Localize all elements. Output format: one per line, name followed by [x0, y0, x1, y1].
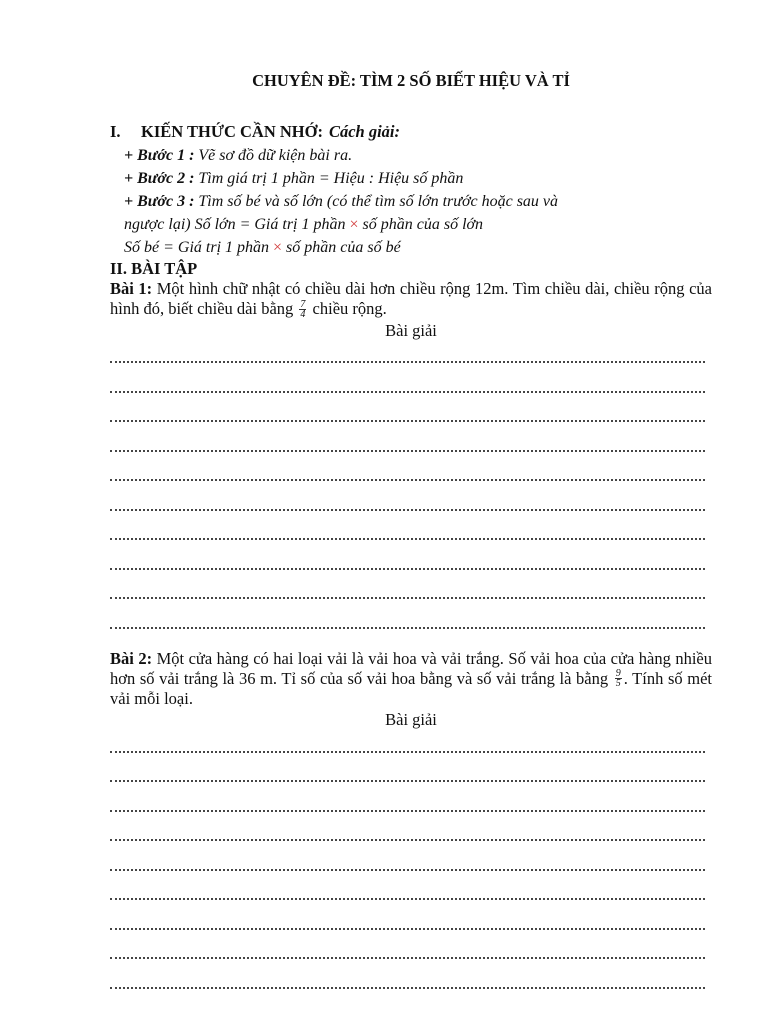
answer-line[interactable] — [110, 519, 712, 549]
step-3-label: + Bước 3 : — [124, 193, 195, 210]
exercise-1-label: Bài 1: — [110, 279, 153, 298]
answer-area-1[interactable] — [110, 342, 712, 637]
answer-line[interactable] — [110, 761, 712, 791]
answer-line[interactable] — [110, 607, 712, 637]
section-2-heading: II. BÀI TẬP — [110, 259, 198, 278]
section-1-number: I. — [110, 122, 121, 141]
answer-line[interactable] — [110, 967, 712, 997]
step-3-small-number: Số bé = Giá trị 1 phần × số phần của số bé — [124, 239, 401, 256]
answer-line[interactable] — [110, 908, 712, 938]
answer-line[interactable] — [110, 731, 712, 761]
step-2 — [124, 167, 712, 190]
answer-line[interactable] — [110, 578, 712, 608]
section-1-heading — [110, 120, 712, 144]
answer-line[interactable] — [110, 371, 712, 401]
fraction: $\frac{9}{5}$ — [615, 668, 621, 690]
section-1-title: KIẾN THỨC CẦN NHỚ: — [141, 122, 323, 141]
exercise-1-solution-heading: Bài giải — [385, 320, 437, 340]
answer-area-2[interactable] — [110, 731, 712, 997]
answer-line[interactable] — [110, 460, 712, 490]
answer-line[interactable] — [110, 849, 712, 879]
step-2-text: Tìm giá trị 1 phần = Hiệu : Hiệu số phần — [194, 170, 464, 187]
step-3 — [124, 190, 712, 213]
step-1-text: Vẽ sơ đồ dữ kiện bài ra. — [194, 147, 353, 164]
document-page — [110, 68, 712, 997]
fraction: $\frac{7}{4}$ — [300, 298, 306, 320]
exercise-2: Bài 2: Một cửa hàng có hai loại vải là vải hoa và vải trắng. Số vải hoa của cửa hàng nhiều hơn số vải trắng là 36 m. Tỉ số của số vải hoa bằng và số vải trắng là bằng $\frac{9}{5}$ . Tính số mét vải mỗi loại. — [110, 648, 712, 709]
times-icon: × — [349, 216, 359, 233]
answer-line[interactable] — [110, 790, 712, 820]
section-1-subtitle: Cách giải: — [328, 122, 401, 141]
answer-line[interactable] — [110, 401, 712, 431]
answer-line[interactable] — [110, 342, 712, 372]
answer-line[interactable] — [110, 489, 712, 519]
step-1 — [124, 144, 712, 167]
step-2-label: + Bước 2 : — [124, 170, 195, 187]
exercise-2-solution-heading: Bài giải — [385, 710, 437, 730]
answer-line[interactable] — [110, 430, 712, 460]
answer-line[interactable] — [110, 879, 712, 909]
step-1-label: + Bước 1 : — [124, 147, 195, 164]
exercise-2-label: Bài 2: — [110, 648, 153, 668]
step-3-text: Tìm số bé và số lớn (có thể tìm số lớn trước hoặc sau và — [194, 193, 559, 210]
answer-line[interactable] — [110, 548, 712, 578]
times-icon: × — [273, 239, 283, 256]
step-3-large-number: ngược lại) Số lớn = Giá trị 1 phần × số phần của số lớn — [124, 216, 484, 233]
exercise-1: Bài 1: Một hình chữ nhật có chiều dài hơn chiều rộng 12m. Tìm chiều dài, chiều rộng của hình đó, biết chiều dài bằng $\frac{7}{4}$ chiều rộng. — [110, 279, 712, 320]
answer-line[interactable] — [110, 820, 712, 850]
answer-line[interactable] — [110, 938, 712, 968]
page-title: CHUYÊN ĐỀ: TÌM 2 SỐ BIẾT HIỆU VÀ TỈ — [252, 71, 570, 90]
